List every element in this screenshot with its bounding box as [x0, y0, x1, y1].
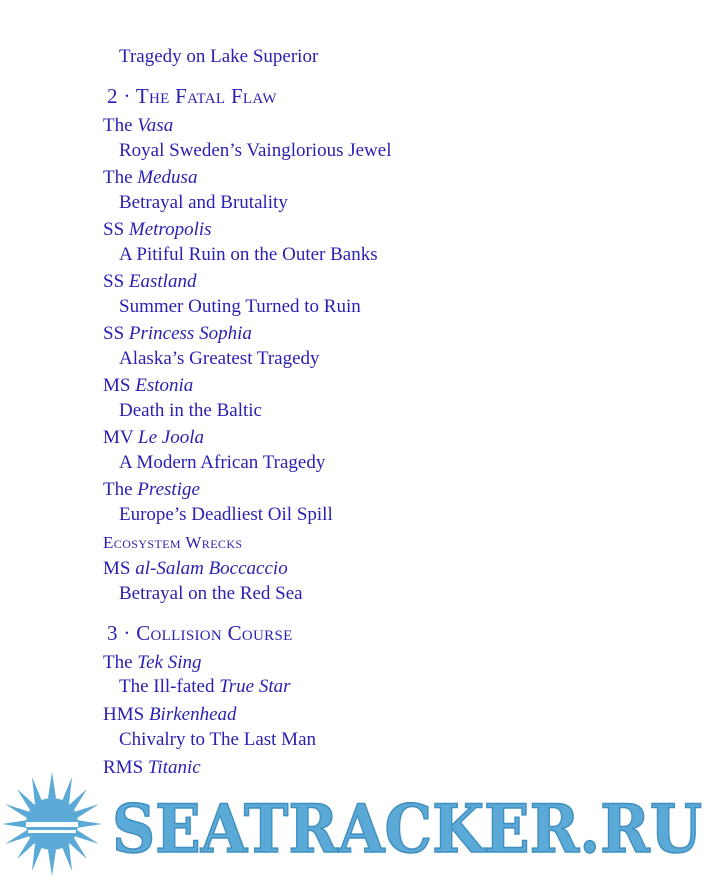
toc-entry-title[interactable]: SS Princess Sophia: [103, 323, 252, 344]
toc-entry-title[interactable]: The Prestige: [103, 479, 200, 500]
toc-subtitle[interactable]: A Pitiful Ruin on the Outer Banks: [119, 244, 378, 265]
toc-entry-title[interactable]: HMS Birkenhead: [103, 704, 237, 725]
seatracker-watermark: [0, 770, 712, 878]
toc-subtitle[interactable]: Chivalry to The Last Man: [119, 729, 317, 750]
toc-subtitle[interactable]: Betrayal on the Red Sea: [119, 583, 303, 604]
toc-entry-title[interactable]: The Tek Sing: [103, 652, 202, 673]
toc-entry-title[interactable]: The Medusa: [103, 167, 198, 188]
toc-entry-title[interactable]: RMS Titanic: [103, 757, 201, 778]
chapter-heading[interactable]: 3 · Collision Course: [107, 621, 293, 645]
watermark-text: SEATRACKER.RU: [112, 790, 702, 868]
toc-subtitle[interactable]: Royal Sweden’s Vainglorious Jewel: [119, 140, 392, 161]
section-heading[interactable]: Ecosystem Wrecks: [103, 533, 243, 552]
toc-subtitle[interactable]: Death in the Baltic: [119, 400, 262, 421]
toc-subtitle[interactable]: Tragedy on Lake Superior: [119, 46, 319, 67]
toc-subtitle[interactable]: The Ill-fated True Star: [119, 676, 291, 697]
toc-subtitle[interactable]: Betrayal and Brutality: [119, 192, 288, 213]
toc-entry-title[interactable]: SS Eastland: [103, 271, 197, 292]
toc-entry-title[interactable]: MS Estonia: [103, 375, 194, 396]
toc-entry-title[interactable]: MV Le Joola: [103, 427, 204, 448]
chapter-heading[interactable]: 2 · The Fatal Flaw: [107, 84, 277, 108]
sun-logo-icon: [0, 770, 712, 878]
toc-entry-title[interactable]: SS Metropolis: [103, 219, 212, 240]
toc-subtitle[interactable]: Alaska’s Greatest Tragedy: [119, 348, 320, 369]
toc-entry-title[interactable]: The Vasa: [103, 115, 174, 136]
toc-subtitle[interactable]: A Modern African Tragedy: [119, 452, 326, 473]
toc-subtitle[interactable]: Europe’s Deadliest Oil Spill: [119, 504, 333, 525]
toc-entry-title[interactable]: MS al-Salam Boccaccio: [103, 558, 288, 579]
toc-subtitle[interactable]: Summer Outing Turned to Ruin: [119, 296, 361, 317]
